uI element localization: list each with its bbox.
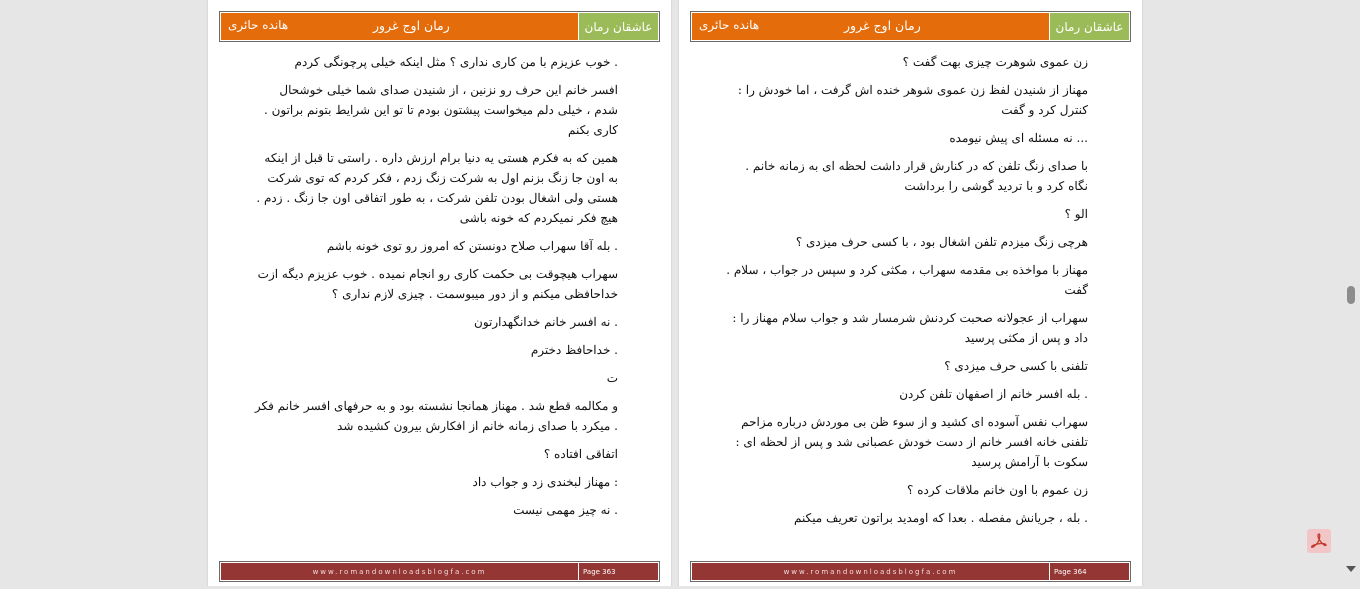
page-footer [219,561,660,582]
pdf-icon [1310,532,1328,550]
paragraph: افسر خانم این حرف رو نزنین ، از شنیدن صدای شما خیلی خوشحال شدم ، خیلی دلم میخواست پیشتون بودم تا تو این شرایط بتونم براتون . کاری بکنم [263,83,618,137]
page-number: Page 364 [1049,563,1129,580]
header-author: هانده حائری [699,18,760,32]
paragraph: الو ؟ [1064,207,1088,221]
paragraph: . بله افسر خانم از اصفهان تلفن کردن [899,387,1088,401]
page-body [253,52,618,528]
header-title: رمان اوج غرور [373,18,450,33]
paragraph: زن عموم با اون خانم ملاقات کرده ؟ [907,483,1088,497]
paragraph: سهراب هیچوقت بی حکمت کاری رو انجام نمیده . خوب عزیزم دیگه ازت خداحافظی میکنم و از دور میبوسمت . چیزی لازم نداری ؟ [257,267,618,301]
scroll-down-arrow-icon[interactable] [1346,566,1356,572]
page-363 [208,0,671,586]
paragraph: . خداحافظ دخترم [530,343,618,357]
vertical-scrollbar[interactable] [1344,0,1358,586]
page-header [219,11,660,42]
header-category: عاشقان رمان [1049,13,1129,40]
footer-url: www.romandownloadsblogfa.com [221,563,578,580]
page-364 [679,0,1142,586]
page-header [690,11,1131,42]
paragraph: سهراب نفس آسوده ای کشید و از سوء ظن بی موردش درباره مزاحم تلفنی خانه افسر خانم از دست خودش عصبانی شد و پس از لحظه ای : سکوت با آرامش پرسید [735,415,1088,469]
paragraph: زن عموی شوهرت چیزی بهت گفت ؟ [902,55,1088,69]
acrobat-pdf-icon[interactable] [1307,529,1331,553]
header-title: رمان اوج غرور [844,18,921,33]
pdf-viewer [3,0,1358,586]
paragraph: . بله آقا سهراب صلاح دونستن که امروز رو توی خونه باشم [326,239,618,253]
paragraph: . نه افسر خانم خدانگهدارتون [474,315,618,329]
paragraph: . نه چیز مهمی نیست [513,503,618,517]
paragraph: ... نه مسئله ای پیش نیومده [949,131,1088,145]
paragraph: . خوب عزیزم با من کاری نداری ؟ مثل اینکه خیلی پرچونگی کردم [294,55,618,69]
paragraph: ت [606,371,618,385]
header-category: عاشقان رمان [578,13,658,40]
paragraph: همین که به فکرم هستی یه دنیا برام ارزش داره . راستی تا قبل از اینکه به اون جا زنگ بزنم اول به شرکت زنگ زدم ، فکر کردم که توی شرکت هستی ولی اشغال بودن تلفن شرکت ، به طور اتفاقی اون جا زنگ . زدم . هیچ فکر نمیکردم که خونه باشی [256,151,618,225]
header-bar [692,13,1049,40]
paragraph: با صدای زنگ تلفن که در کنارش قرار داشت لحظه ای به زمانه خانم . نگاه کرد و با تردید گوشی را برداشت [745,159,1088,193]
paragraph: سهراب از عجولانه صحبت کردنش شرمسار شد و جواب سلام مهناز را : داد و پس از مکثی پرسید [732,311,1088,345]
scrollbar-thumb[interactable] [1347,286,1355,304]
page-number: Page 363 [578,563,658,580]
paragraph: . بله ، جریانش مفصله . بعدا که اومدید براتون تعریف میکنم [793,511,1088,525]
paragraph: مهناز از شنیدن لفظ زن عموی شوهر خنده اش گرفت ، اما خودش را : کنترل کرد و گفت [737,83,1088,117]
page-body [726,52,1088,536]
header-author: هانده حائری [228,18,289,32]
footer-url: www.romandownloadsblogfa.com [692,563,1049,580]
page-footer [690,561,1131,582]
paragraph: اتفاقی افتاده ؟ [543,447,618,461]
header-bar [221,13,578,40]
paragraph: و مکالمه قطع شد . مهناز همانجا نشسته بود و به حرفهای افسر خانم فکر . میکرد با صدای زمانه خانم از افکارش بیرون کشیده شد [254,399,618,433]
paragraph: تلفنی با کسی حرف میزدی ؟ [944,359,1088,373]
paragraph: مهناز با مواخذه بی مقدمه سهراب ، مکثی کرد و سپس در جواب ، سلام . گفت [726,263,1088,297]
paragraph: : مهناز لبخندی زد و جواب داد [472,475,618,489]
paragraph: هرچی زنگ میزدم تلفن اشغال بود ، با کسی حرف میزدی ؟ [795,235,1088,249]
